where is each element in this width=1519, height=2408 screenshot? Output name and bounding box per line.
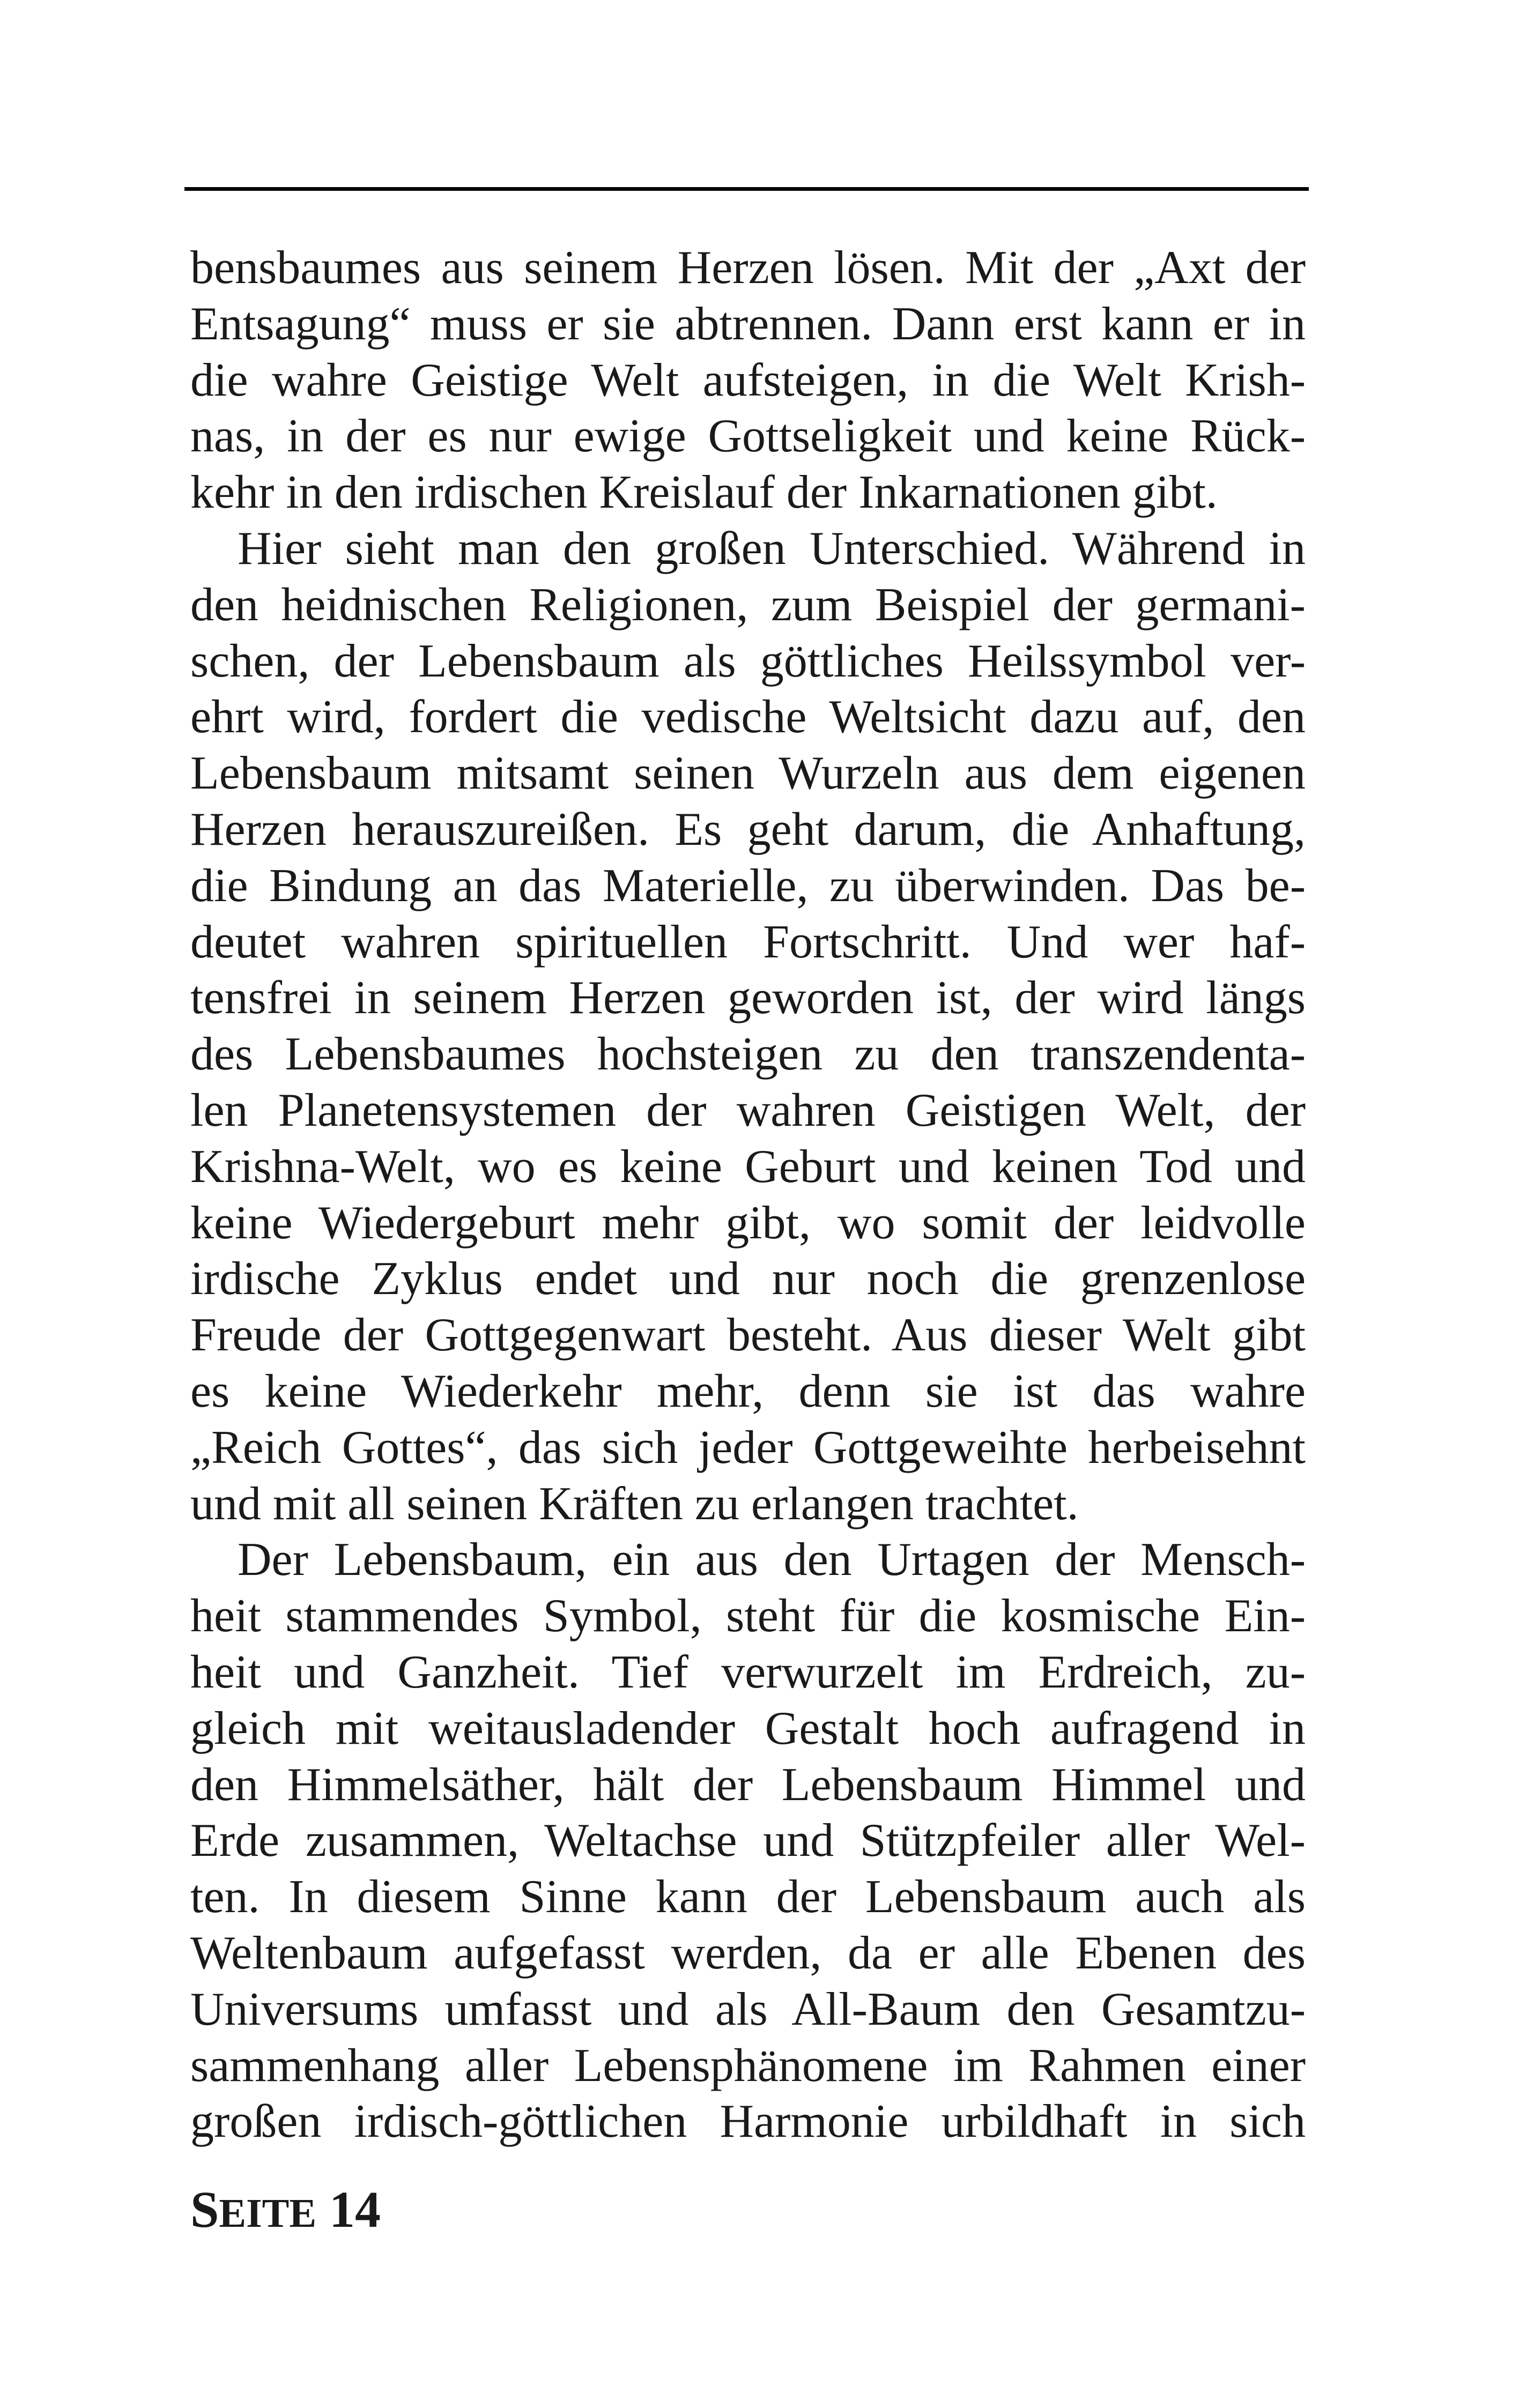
text-line: die wahre Geistige Welt aufsteigen, in die Welt Krish-: [190, 354, 1306, 406]
text-line: Krishna-Welt, wo es keine Geburt und keinen Tod und: [190, 1140, 1306, 1193]
text-line: Freude der Gottgegenwart besteht. Aus dieser Welt gibt: [190, 1309, 1306, 1362]
text-line: kehr in den irdischen Kreislauf der Inkarnationen gibt.: [190, 466, 1218, 519]
text-line: Erde zusammen, Weltachse und Stützpfeiler aller Wel-: [190, 1815, 1306, 1867]
text-line: die Bindung an das Materielle, zu überwinden. Das be-: [190, 859, 1306, 912]
paragraph-3: [190, 1532, 1306, 2150]
text-line: Der Lebensbaum, ein aus den Urtagen der Mensch-: [238, 1534, 1306, 1586]
text-line: „Reich Gottes“, das sich jeder Gottgeweihte herbeisehnt: [190, 1421, 1306, 1474]
text-line: bensbaumes aus seinem Herzen lösen. Mit der „Axt der: [190, 242, 1306, 294]
text-line: Hier sieht man den großen Unterschied. Während in: [238, 522, 1306, 575]
text-line: heit und Ganzheit. Tief verwurzelt im Erdreich, zu-: [190, 1646, 1306, 1698]
text-line: gleich mit weitausladender Gestalt hoch aufragend in: [190, 1702, 1306, 1755]
text-line: ehrt wird, fordert die vedische Weltsicht dazu auf, den: [190, 691, 1306, 744]
page-number: 14: [329, 2181, 381, 2238]
text-line: tensfrei in seinem Herzen geworden ist, der wird längs: [190, 972, 1306, 1024]
text-line: ten. In diesem Sinne kann der Lebensbaum auch als: [190, 1871, 1306, 1923]
text-line: den heidnischen Religionen, zum Beispiel der germani-: [190, 578, 1306, 631]
text-line: heit stammendes Symbol, steht für die kosmische Ein-: [190, 1590, 1306, 1643]
text-line: des Lebensbaumes hochsteigen zu den transzendenta-: [190, 1028, 1306, 1081]
text-line: len Planetensystemen der wahren Geistigen Welt, der: [190, 1084, 1306, 1136]
footer-label-initial: S: [190, 2181, 219, 2238]
text-line: Herzen herauszureißen. Es geht darum, die Anhaftung,: [190, 803, 1306, 856]
body-text: [190, 240, 1306, 2150]
text-line: Universums umfasst und als All-Baum den Gesamtzu-: [190, 1983, 1306, 2035]
text-line: sammenhang aller Lebensphänomene im Rahmen einer: [190, 2039, 1306, 2092]
text-line: und mit all seinen Kräften zu erlangen trachtet.: [190, 1477, 1079, 1530]
page-number-footer: [190, 2180, 381, 2239]
header-rule: [184, 187, 1309, 191]
text-line: schen, der Lebensbaum als göttliches Heilssymbol ver-: [190, 635, 1306, 687]
text-line: Weltenbaum aufgefasst werden, da er alle Ebenen des: [190, 1927, 1306, 1979]
paragraph-1: [190, 240, 1306, 521]
text-line: nas, in der es nur ewige Gottseligkeit und keine Rück-: [190, 410, 1306, 463]
text-line: es keine Wiederkehr mehr, denn sie ist das wahre: [190, 1365, 1306, 1417]
text-line: Lebensbaum mitsamt seinen Wurzeln aus dem eigenen: [190, 747, 1306, 800]
text-line: deutet wahren spirituellen Fortschritt. Und wer haf-: [190, 916, 1306, 968]
text-line: großen irdisch-göttlichen Harmonie urbildhaft in sich: [190, 2095, 1306, 2148]
text-line: irdische Zyklus endet und nur noch die grenzenlose: [190, 1253, 1306, 1305]
footer-label-rest: EITE: [219, 2191, 317, 2236]
text-line: Entsagung“ muss er sie abtrennen. Dann erst kann er in: [190, 298, 1306, 350]
text-line: keine Wiedergeburt mehr gibt, wo somit der leidvolle: [190, 1196, 1306, 1249]
paragraph-2: [190, 521, 1306, 1532]
text-line: den Himmelsäther, hält der Lebensbaum Himmel und: [190, 1758, 1306, 1811]
